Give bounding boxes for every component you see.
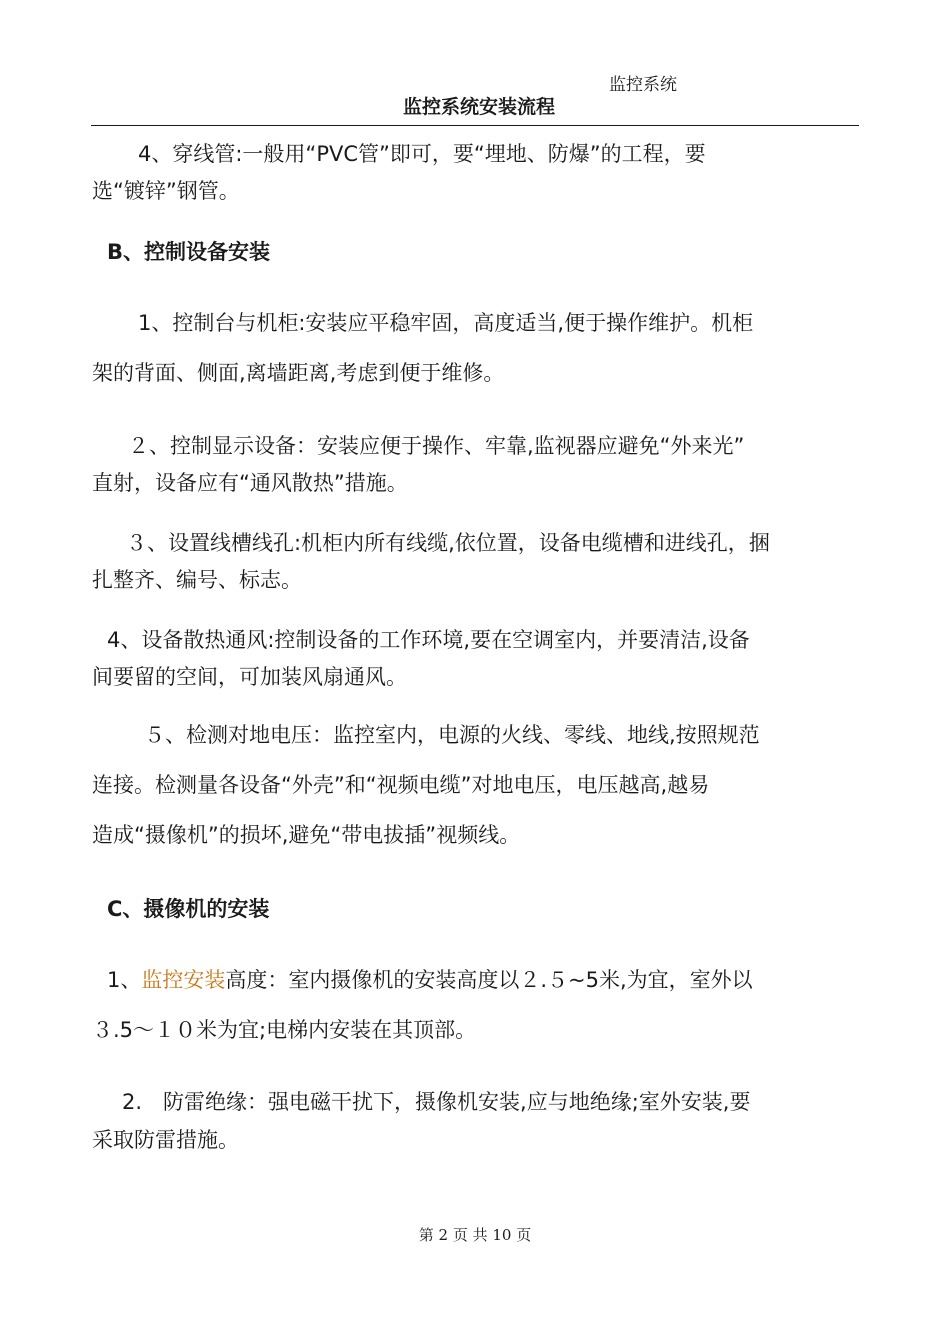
paragraph-a4-line1: 4、穿线管:一般用“PVC管”即可，要“埋地、防爆”的工程，要: [138, 142, 706, 166]
heading-c: C、摄像机的安装: [107, 897, 270, 921]
header-rule: [91, 125, 859, 126]
page-number: 第 2 页 共 10 页: [418, 1226, 532, 1244]
c1-prefix: 1、: [107, 968, 142, 992]
paragraph-b1-line2: 架的背面、侧面,离墙距离,考虑到便于维修。: [92, 361, 505, 385]
document-title: 监控系统安装流程: [402, 96, 555, 118]
paragraph-c1-line1: [107, 964, 753, 994]
header-section-label: 监控系统: [609, 75, 677, 95]
paragraph-b5-line3: 造成“摄像机”的损坏,避免“带电拔插”视频线。: [92, 823, 521, 847]
paragraph-b2-line2: 直射，设备应有“通风散热”措施。: [92, 471, 408, 495]
paragraph-c2-line1: 2. 防雷绝缘：强电磁干扰下，摄像机安装,应与地绝缘;室外安装,要: [122, 1090, 751, 1114]
monitor-install-link[interactable]: 监控安装: [141, 968, 226, 992]
heading-b: B、控制设备安装: [107, 240, 271, 264]
paragraph-b2-line1: ２、控制显示设备：安装应便于操作、牢靠,监视器应避免“外来光”: [128, 434, 745, 458]
c1-rest: 高度：室内摄像机的安装高度以２.５~5米,为宜，室外以: [225, 968, 753, 992]
paragraph-c2-line2: 采取防雷措施。: [92, 1128, 239, 1152]
paragraph-b4-line2: 间要留的空间，可加装风扇通风。: [92, 665, 407, 689]
paragraph-b4-line1: 4、设备散热通风:控制设备的工作环境,要在空调室内，并要清洁,设备: [107, 628, 750, 652]
paragraph-a4-line2: 选“镀锌”钢管。: [92, 179, 240, 203]
paragraph-b3-line2: 扎整齐、编号、标志。: [92, 568, 302, 592]
paragraph-b3-line1: ３、设置线槽线孔:机柜内所有线缆,依位置，设备电缆槽和进线孔，捆: [126, 531, 770, 555]
paragraph-b5-line2: 连接。检测量各设备“外壳”和“视频电缆”对地电压，电压越高,越易: [92, 773, 710, 797]
paragraph-c1-line2: ３.5～１０米为宜;电梯内安装在其顶部。: [92, 1018, 477, 1042]
paragraph-b5-line1: ５、检测对地电压：监控室内，电源的火线、零线、地线,按照规范: [144, 723, 760, 747]
paragraph-b1-line1: 1、控制台与机柜:安装应平稳牢固，高度适当,便于操作维护。机柜: [138, 311, 754, 335]
